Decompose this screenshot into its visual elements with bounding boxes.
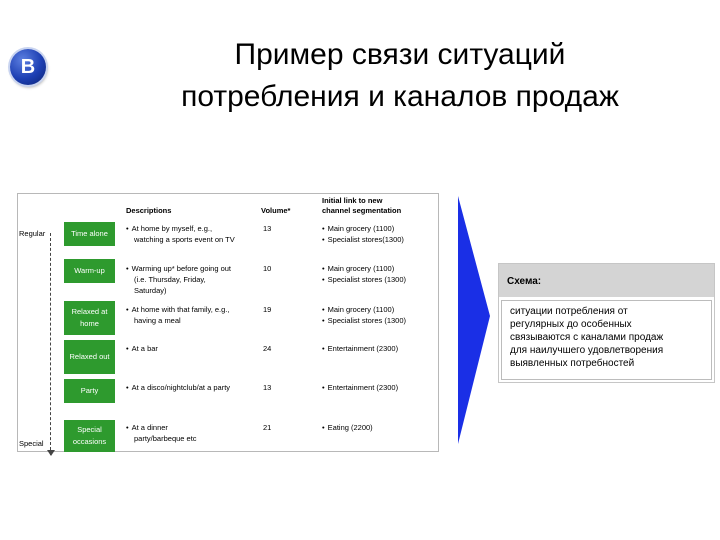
situation-chip-special-occasions: Special occasions	[64, 420, 115, 452]
scheme-line: ситуации потребления от	[510, 306, 628, 317]
channel-item: • Specialist stores (1300)	[322, 274, 406, 285]
axis-label-special: Special	[19, 439, 44, 448]
channel-item: • Eating (2200)	[322, 422, 373, 433]
scheme-line: выявленных потребностей	[510, 358, 635, 369]
scheme-line: связываются с каналами продаж	[510, 332, 664, 343]
channel-item: • Specialist stores(1300)	[322, 234, 404, 245]
scheme-heading: Схема:	[499, 264, 714, 297]
description-line: • At home with that family, e.g.,	[126, 304, 229, 315]
row-channels	[322, 343, 398, 354]
situation-chip-relaxed-at-home: Relaxed at home	[64, 301, 115, 335]
frequency-axis-arrowhead	[47, 450, 55, 456]
row-description	[126, 343, 158, 354]
description-line: • At a disco/nightclub/at a party	[126, 382, 230, 393]
channel-item: • Main grocery (1100)	[322, 304, 406, 315]
header-channel-line-2: channel segmentation	[322, 206, 402, 215]
title-line-1: Пример связи ситуаций	[234, 38, 566, 71]
channel-item: • Main grocery (1100)	[322, 223, 404, 234]
description-line: • Warming up* before going out	[126, 263, 231, 274]
page-title	[110, 34, 690, 118]
situation-chip-warm-up: Warm-up	[64, 259, 115, 283]
row-channels	[322, 304, 406, 326]
header-volume: Volume*	[261, 206, 291, 215]
row-volume: 24	[263, 344, 272, 353]
scheme-line: регулярных до особенных	[510, 319, 632, 330]
channel-item: • Entertainment (2300)	[322, 382, 398, 393]
description-line: party/barbeque etc	[134, 434, 197, 443]
situation-chip-party: Party	[64, 379, 115, 403]
channel-item: • Entertainment (2300)	[322, 343, 398, 354]
header-descriptions: Descriptions	[126, 206, 172, 215]
row-volume: 19	[263, 305, 272, 314]
header-channel	[322, 196, 401, 216]
row-channels	[322, 223, 404, 245]
frequency-axis-line	[50, 233, 51, 455]
description-line: (i.e. Thursday, Friday,	[134, 275, 206, 284]
channel-item: • Specialist stores (1300)	[322, 315, 406, 326]
situation-chip-time-alone: Time alone	[64, 222, 115, 246]
section-badge	[10, 49, 46, 85]
row-description	[126, 422, 197, 444]
row-channels	[322, 382, 398, 393]
situation-chip-relaxed-out: Relaxed out	[64, 340, 115, 374]
row-volume: 21	[263, 423, 272, 432]
row-description	[126, 304, 229, 326]
description-line: having a meal	[134, 316, 181, 325]
row-volume: 10	[263, 264, 272, 273]
row-volume: 13	[263, 383, 272, 392]
scheme-box	[498, 263, 715, 383]
row-channels	[322, 263, 406, 285]
title-line-2: потребления и каналов продаж	[181, 80, 619, 113]
row-description	[126, 382, 230, 393]
description-line: • At a bar	[126, 343, 158, 354]
blue-arrow-shape	[457, 196, 491, 446]
scheme-text	[501, 300, 712, 380]
description-line: • At a dinner	[126, 422, 197, 433]
scheme-line: для наилучшего удовлетворения	[510, 345, 664, 356]
channel-item: • Main grocery (1100)	[322, 263, 406, 274]
row-description	[126, 263, 231, 296]
row-channels	[322, 422, 373, 433]
row-description	[126, 223, 235, 245]
axis-label-regular: Regular	[19, 229, 46, 238]
description-line: watching a sports event on TV	[134, 235, 235, 244]
header-channel-line-1: Initial link to new	[322, 196, 383, 205]
row-volume: 13	[263, 224, 272, 233]
description-line: Saturday)	[134, 286, 167, 295]
badge-letter: B	[20, 55, 36, 78]
description-line: • At home by myself, e.g.,	[126, 223, 235, 234]
